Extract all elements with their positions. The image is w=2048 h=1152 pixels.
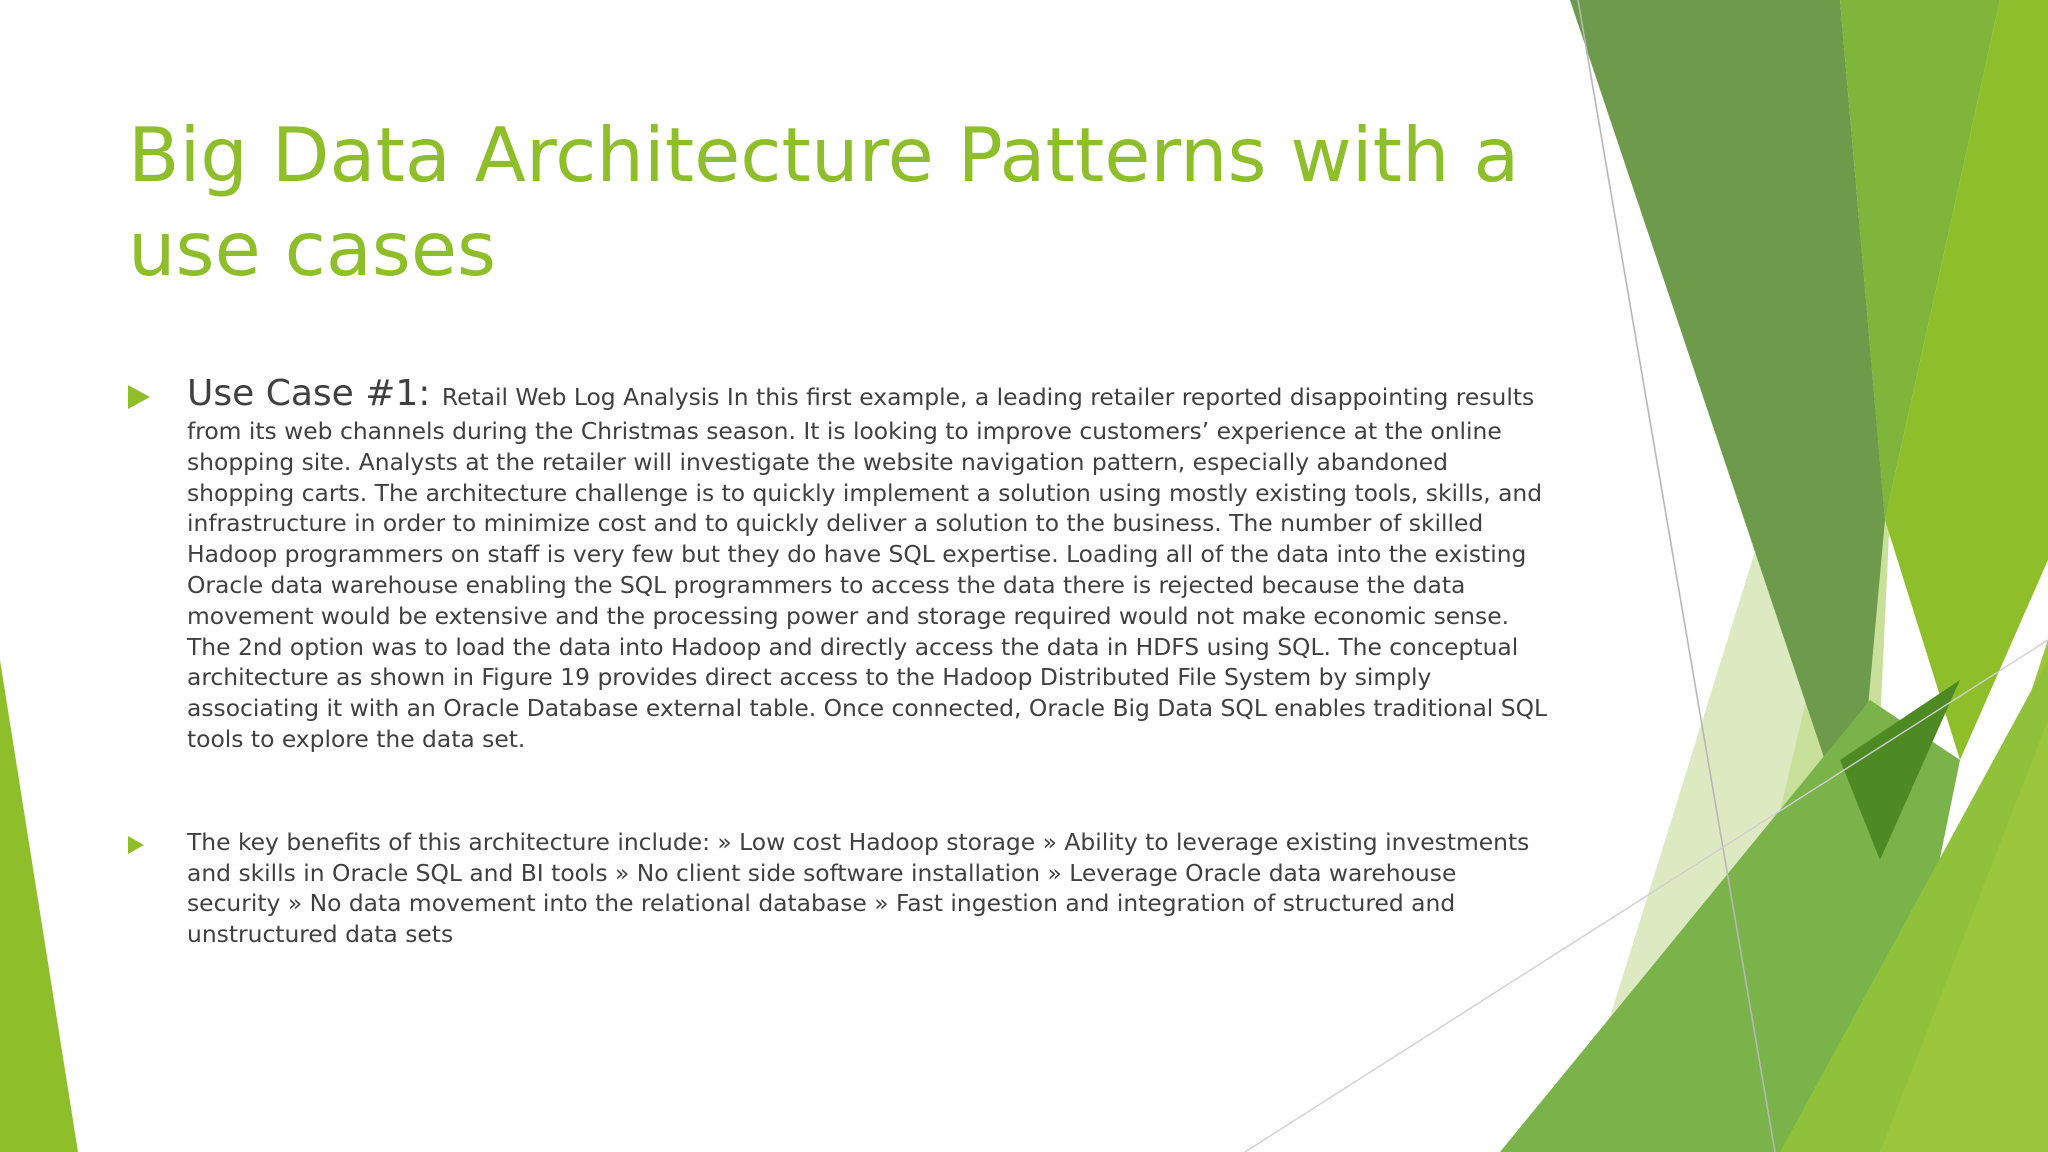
- bullet-heading: Use Case #1:: [187, 373, 442, 414]
- bullet-body: In this first example, a leading retailer reported disappointing results from its web channels during the Christmas season. It is looking to improve customers’ experience at the online shopping site. Analysts at the retailer will investigate the website navigation pattern, especially abandoned shopping carts. The architecture challenge is to quickly implement a solution using mostly existing tools, skills, and infrastructure in order to minimize cost and to quickly deliver a solution to the business. The number of skilled Hadoop programmers on staff is very few but they do have SQL expertise. Loading all of the data into the existing Oracle data warehouse enabling the SQL programmers to access the data there is rejected because the data movement would be extensive and the processing power and storage required would not make economic sense. The 2nd option was to load the data into Hadoop and directly access the data in HDFS using SQL. The conceptual architecture as shown in Figure 19 provides direct access to the Hadoop Distributed File System by simply associating it with an Oracle Database external table. Once connected, Oracle Big Data SQL enables traditional SQL tools to explore the data set.: [187, 383, 1548, 753]
- left-green-facet: [0, 660, 78, 1152]
- bullet-arrow-icon: [128, 385, 150, 409]
- slide-title: Big Data Architecture Patterns with a use cases: [128, 111, 1520, 293]
- bullet-subhead: Retail Web Log Analysis: [441, 383, 727, 411]
- bullet-arrow-icon: [128, 836, 144, 854]
- bullet-use-case-1: [128, 372, 1548, 755]
- bullet-body: The key benefits of this architecture include: » Low cost Hadoop storage » Ability to leverage existing investments and skills in Oracle SQL and BI tools » No client side software installation » Leverage Oracle data warehouse security » No data movement into the relational database » Fast ingestion and integration of structured and unstructured data sets: [187, 827, 1530, 949]
- bullet-text: [187, 372, 1548, 755]
- bullet-list: [128, 372, 1548, 950]
- bullet-key-benefits: [128, 827, 1548, 950]
